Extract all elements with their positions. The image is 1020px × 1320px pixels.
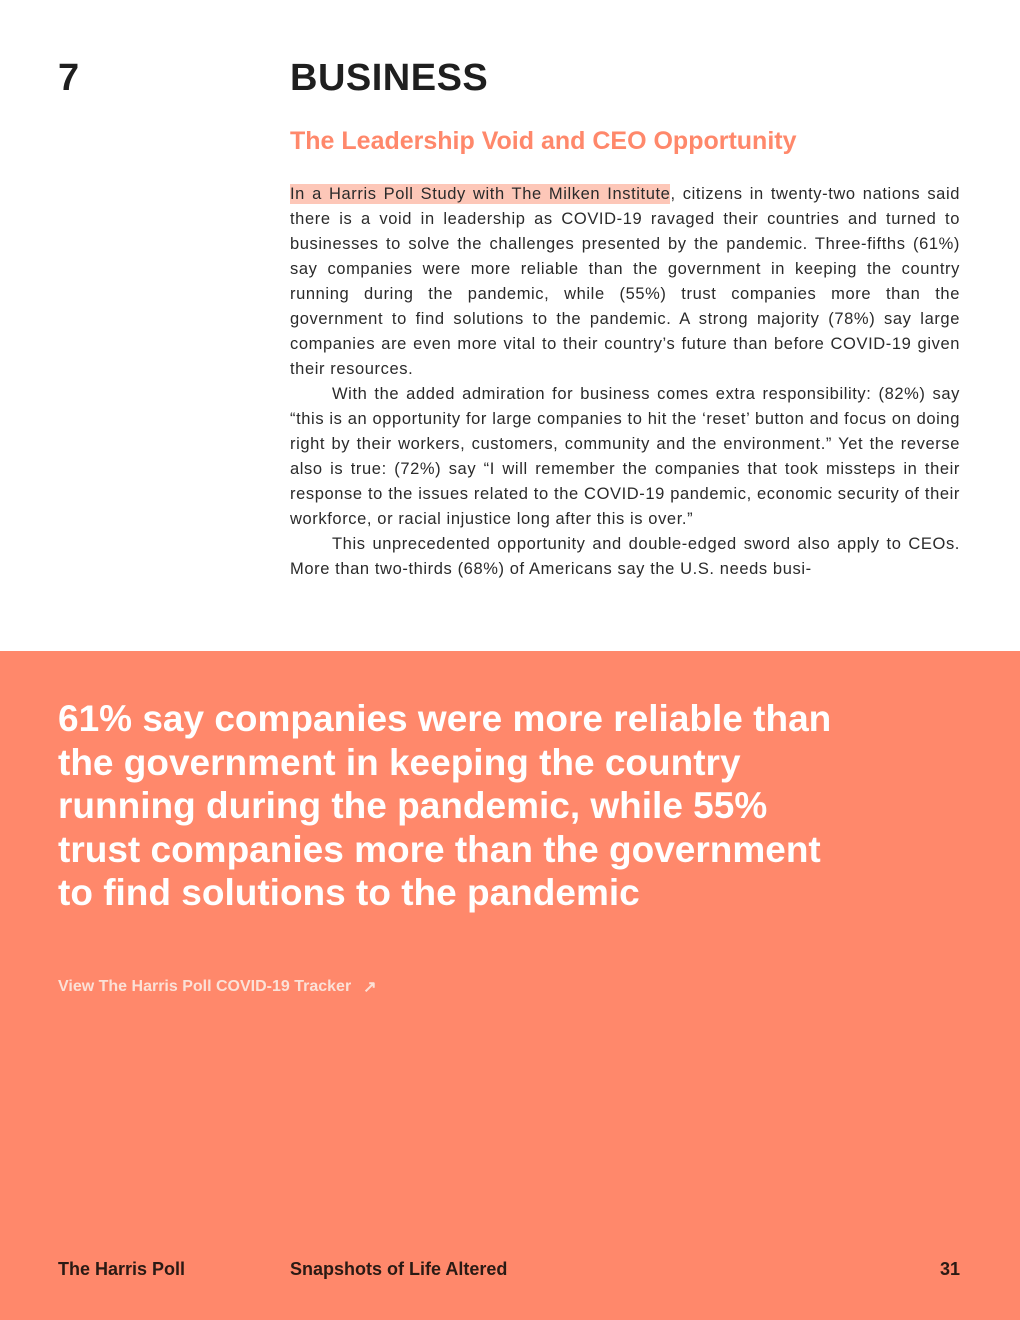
page-number: 31 <box>939 1259 960 1279</box>
footer-publication: Snapshots of Life Altered <box>290 1259 508 1279</box>
section-subtitle: The Leadership Void and CEO Opportunity <box>290 127 797 155</box>
article-paragraph-3: This unprecedented opportunity and double-edged sword also apply to CEOs. More than two-thirds (68%) of Americans say the U.S. needs busi- <box>290 535 960 578</box>
article-paragraph-2: With the added admiration for business comes extra responsibility: (82%) say “this is an opportunity for large companies to hit the ‘reset’ button and focus on doing right by their workers, customers, community and the environment.” Yet the reverse also is true: (72%) say “I will remember the companies that took missteps in their response to the issues related to the COVID-19 pandemic, economic security of their workforce, or racial injustice long after this is over.” <box>290 385 960 528</box>
milken-study-link[interactable]: In a Harris Poll Study with The Milken Institute <box>290 185 671 203</box>
footer-brand: The Harris Poll <box>58 1259 186 1279</box>
article-paragraph-1 <box>290 182 960 382</box>
pull-quote-panel <box>0 651 1020 1320</box>
covid-tracker-link[interactable] <box>58 977 377 997</box>
section-title: BUSINESS <box>290 57 489 99</box>
article-paragraph-1-text: , citizens in twenty-two nations said there is a void in leadership as COVID-19 ravaged their countries and turned to businesses to solve the challenges presented by the pandemic. Three-fifths (61%) say companies were more reliable than the government in keeping the country running during the pandemic, while (55%) trust companies more than the government to find solutions to the pandemic. A strong majority (78%) say large companies are even more vital to their country’s future than before COVID-19 given their resources. <box>290 185 960 378</box>
chapter-number: 7 <box>58 57 80 99</box>
arrow-up-right-icon: ↗ <box>363 979 377 996</box>
article-body <box>290 182 960 610</box>
covid-tracker-link-label: View The Harris Poll COVID-19 Tracker <box>58 978 352 995</box>
pull-quote: 61% say companies were more reliable than the government in keeping the country running during the pandemic, while 55% trust companies more than the government to find solutions to the pandemic <box>58 698 832 913</box>
